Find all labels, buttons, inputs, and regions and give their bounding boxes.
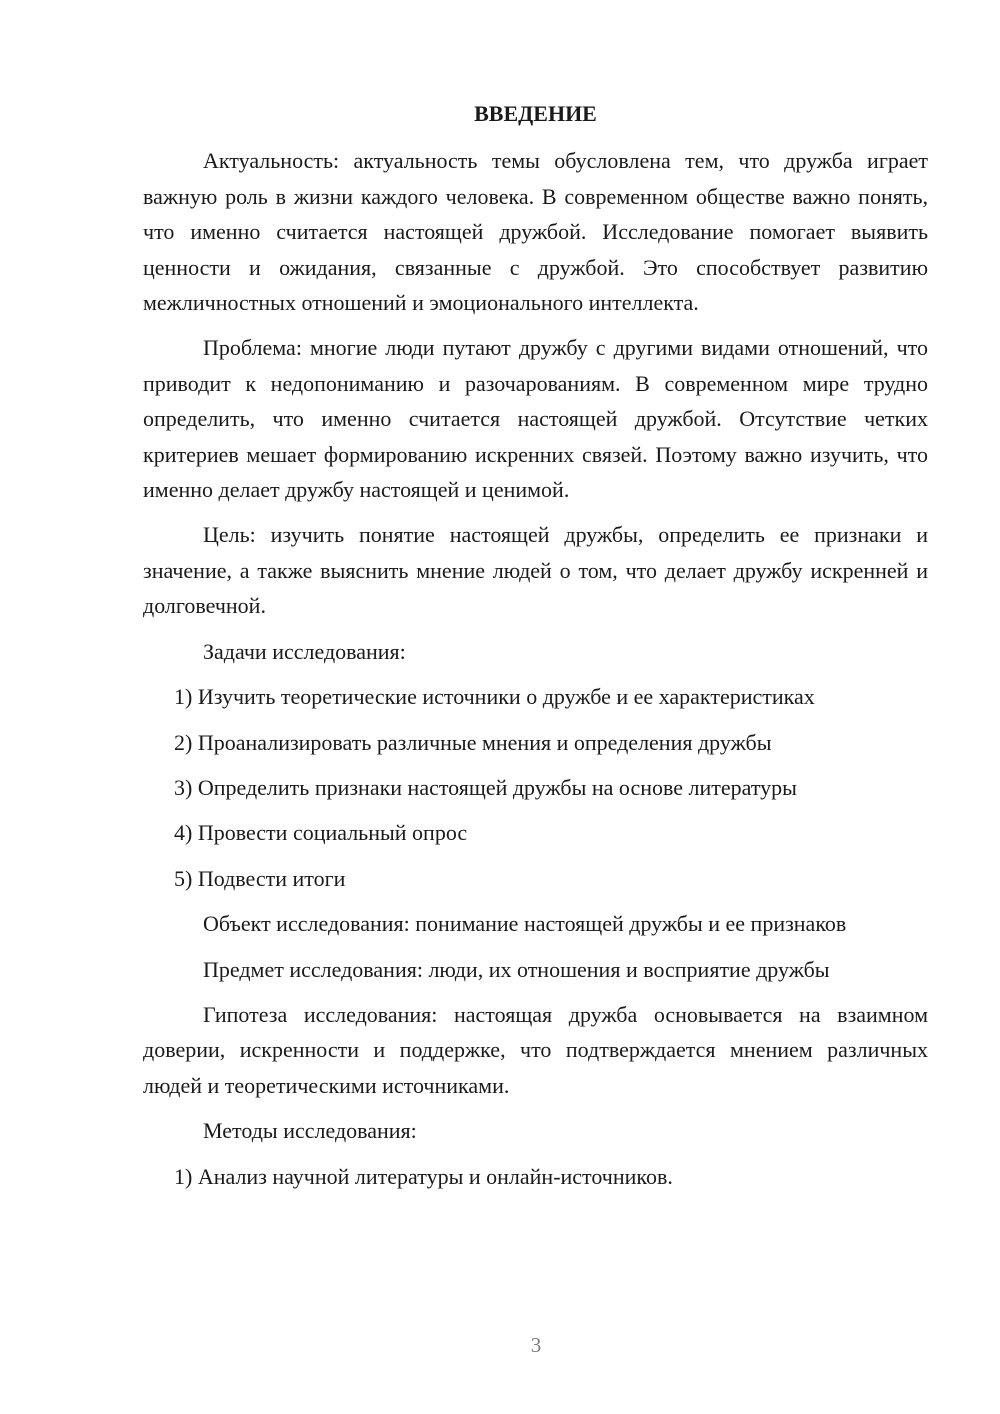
page-number: 3 (530, 1333, 542, 1357)
relevance-paragraph: Актуальность: актуальность темы обусловлена тем, что дружба играет важную роль в жизни каждого человека. В современном обществе важно понять, что именно считается настоящей дружбой. Исследование помогает выявить ценности и ожидания, связанные с дружбой. Это способствует развитию межличностных отношений и эмоционального интеллекта. (143, 148, 928, 316)
section-title: ВВЕДЕНИЕ (474, 101, 597, 126)
task-item-1: 1) Изучить теоретические источники о дружбе и ее характеристиках (174, 684, 815, 710)
document-body (143, 96, 928, 1204)
methods-heading: Методы исследования: (203, 1118, 417, 1144)
problem-paragraph: Проблема: многие люди путают дружбу с другими видами отношений, что приводит к недопониманию и разочарованиям. В современном мире трудно определить, что именно считается настоящей дружбой. Отсутствие четких критериев мешает формированию искренних связей. Поэтому важно изучить, что именно делает дружбу настоящей и ценимой. (143, 335, 928, 503)
object-paragraph: Объект исследования: понимание настоящей дружбы и ее признаков (203, 911, 847, 937)
goal-paragraph: Цель: изучить понятие настоящей дружбы, определить ее признаки и значение, а также выяснить мнение людей о том, что делает дружбу искренней и долговечной. (143, 522, 928, 619)
task-item-4: 4) Провести социальный опрос (174, 820, 468, 846)
task-item-2: 2) Проанализировать различные мнения и определения дружбы (174, 729, 772, 755)
method-item-1: 1) Анализ научной литературы и онлайн-источников. (174, 1163, 673, 1189)
subject-paragraph: Предмет исследования: люди, их отношения и восприятие дружбы (203, 956, 830, 982)
tasks-heading: Задачи исследования: (203, 638, 406, 664)
hypothesis-paragraph: Гипотеза исследования: настоящая дружба основывается на взаимном доверии, искренности и поддержке, что подтверждается мнением различных людей и теоретическими источниками. (143, 1001, 928, 1098)
task-item-3: 3) Определить признаки настоящей дружбы на основе литературы (174, 774, 797, 800)
task-item-5: 5) Подвести итоги (174, 865, 346, 891)
